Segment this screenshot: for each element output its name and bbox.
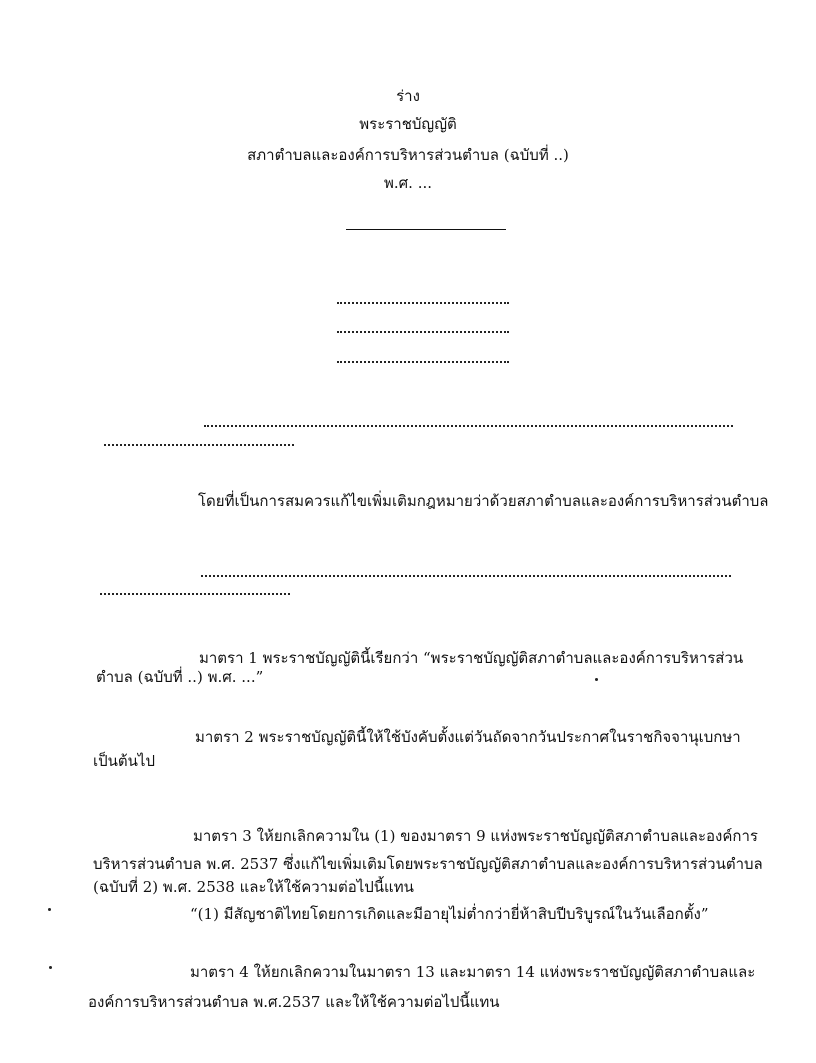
section-1-line-1: มาตรา 1 พระราชบัญญัตินี้เรียกว่า “พระราชบัญญัติสภาตำบลและองค์การบริหารส่วน [199, 649, 744, 667]
placeholder-line-3 [337, 361, 509, 363]
section-3-line-1: มาตรา 3 ให้ยกเลิกความใน (1) ของมาตรา 9 แห่งพระราชบัญญัติสภาตำบลและองค์การ [193, 827, 758, 845]
section-3-line-3: (ฉบับที่ 2) พ.ศ. 2538 และให้ใช้ความต่อไปนี้แทน [93, 878, 414, 896]
margin-mark-1 [48, 908, 51, 911]
section-3-line-2: บริหารส่วนตำบล พ.ศ. 2537 ซึ่งแก้ไขเพิ่มเติมโดยพระราชบัญญัติสภาตำบลและองค์การบริหารส่วนตำบล [93, 855, 763, 873]
paragraph-placeholder-2a [201, 575, 731, 577]
margin-mark-2 [49, 966, 52, 969]
section-4-line-1: มาตรา 4 ให้ยกเลิกความในมาตรา 13 และมาตรา 14 แห่งพระราชบัญญัติสภาตำบลและ [190, 963, 756, 981]
placeholder-line-2 [337, 331, 509, 333]
act-subtitle: สภาตำบลและองค์การบริหารส่วนตำบล (ฉบับที่ ..) [247, 146, 569, 164]
section-1-line-2: ตำบล (ฉบับที่ ..) พ.ศ. ...” [96, 668, 264, 686]
act-year: พ.ศ. ... [383, 174, 433, 192]
paragraph-placeholder-2b [100, 593, 290, 595]
speck-mark [595, 678, 598, 681]
section-2-line-2: เป็นต้นไป [93, 752, 155, 770]
act-title: พระราชบัญญัติ [359, 115, 457, 133]
section-3-quote: “(1) มีสัญชาติไทยโดยการเกิดและมีอายุไม่ต่ำกว่ายี่ห้าสิบปีบริบูรณ์ในวันเลือกตั้ง” [190, 905, 709, 923]
title-underline [346, 229, 506, 230]
placeholder-line-1 [337, 302, 509, 304]
paragraph-placeholder-1a [204, 425, 733, 427]
section-2-line-1: มาตรา 2 พระราชบัญญัตินี้ให้ใช้บังคับตั้งแต่วันถัดจากวันประกาศในราชกิจจานุเบกษา [195, 728, 741, 746]
paragraph-placeholder-1b [104, 444, 294, 446]
section-4-line-2: องค์การบริหารส่วนตำบล พ.ศ.2537 และให้ใช้ความต่อไปนี้แทน [88, 993, 500, 1011]
draft-label: ร่าง [396, 87, 420, 105]
preamble-text: โดยที่เป็นการสมควรแก้ไขเพิ่มเติมกฎหมายว่าด้วยสภาตำบลและองค์การบริหารส่วนตำบล [198, 492, 769, 510]
